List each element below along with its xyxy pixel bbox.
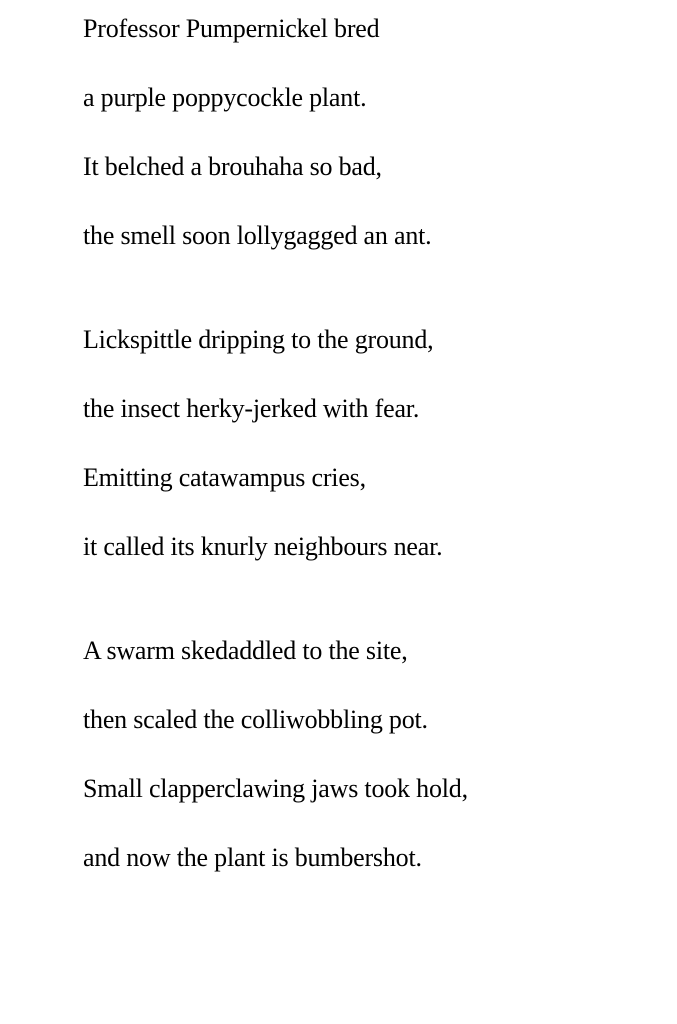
poem-line: It belched a brouhaha so bad, (83, 152, 382, 181)
poem-line: Lickspittle dripping to the ground, (83, 325, 434, 354)
poem-line: Professor Pumpernickel bred (83, 14, 380, 43)
poem-line: then scaled the colliwobbling pot. (83, 705, 428, 734)
stanza-1 (83, 12, 468, 253)
poem-line: a purple poppycockle plant. (83, 83, 367, 112)
poem-line: the smell soon lollygagged an ant. (83, 221, 432, 250)
poem-line: Emitting catawampus cries, (83, 463, 366, 492)
poem-line: and now the plant is bumbershot. (83, 843, 422, 872)
poem-line: Small clapperclawing jaws took hold, (83, 774, 468, 803)
stanza-3 (83, 634, 468, 875)
stanza-2 (83, 323, 468, 564)
poem-line: A swarm skedaddled to the site, (83, 636, 408, 665)
poem-line: the insect herky-jerked with fear. (83, 394, 420, 423)
poem (83, 12, 468, 875)
poem-line: it called its knurly neighbours near. (83, 532, 443, 561)
